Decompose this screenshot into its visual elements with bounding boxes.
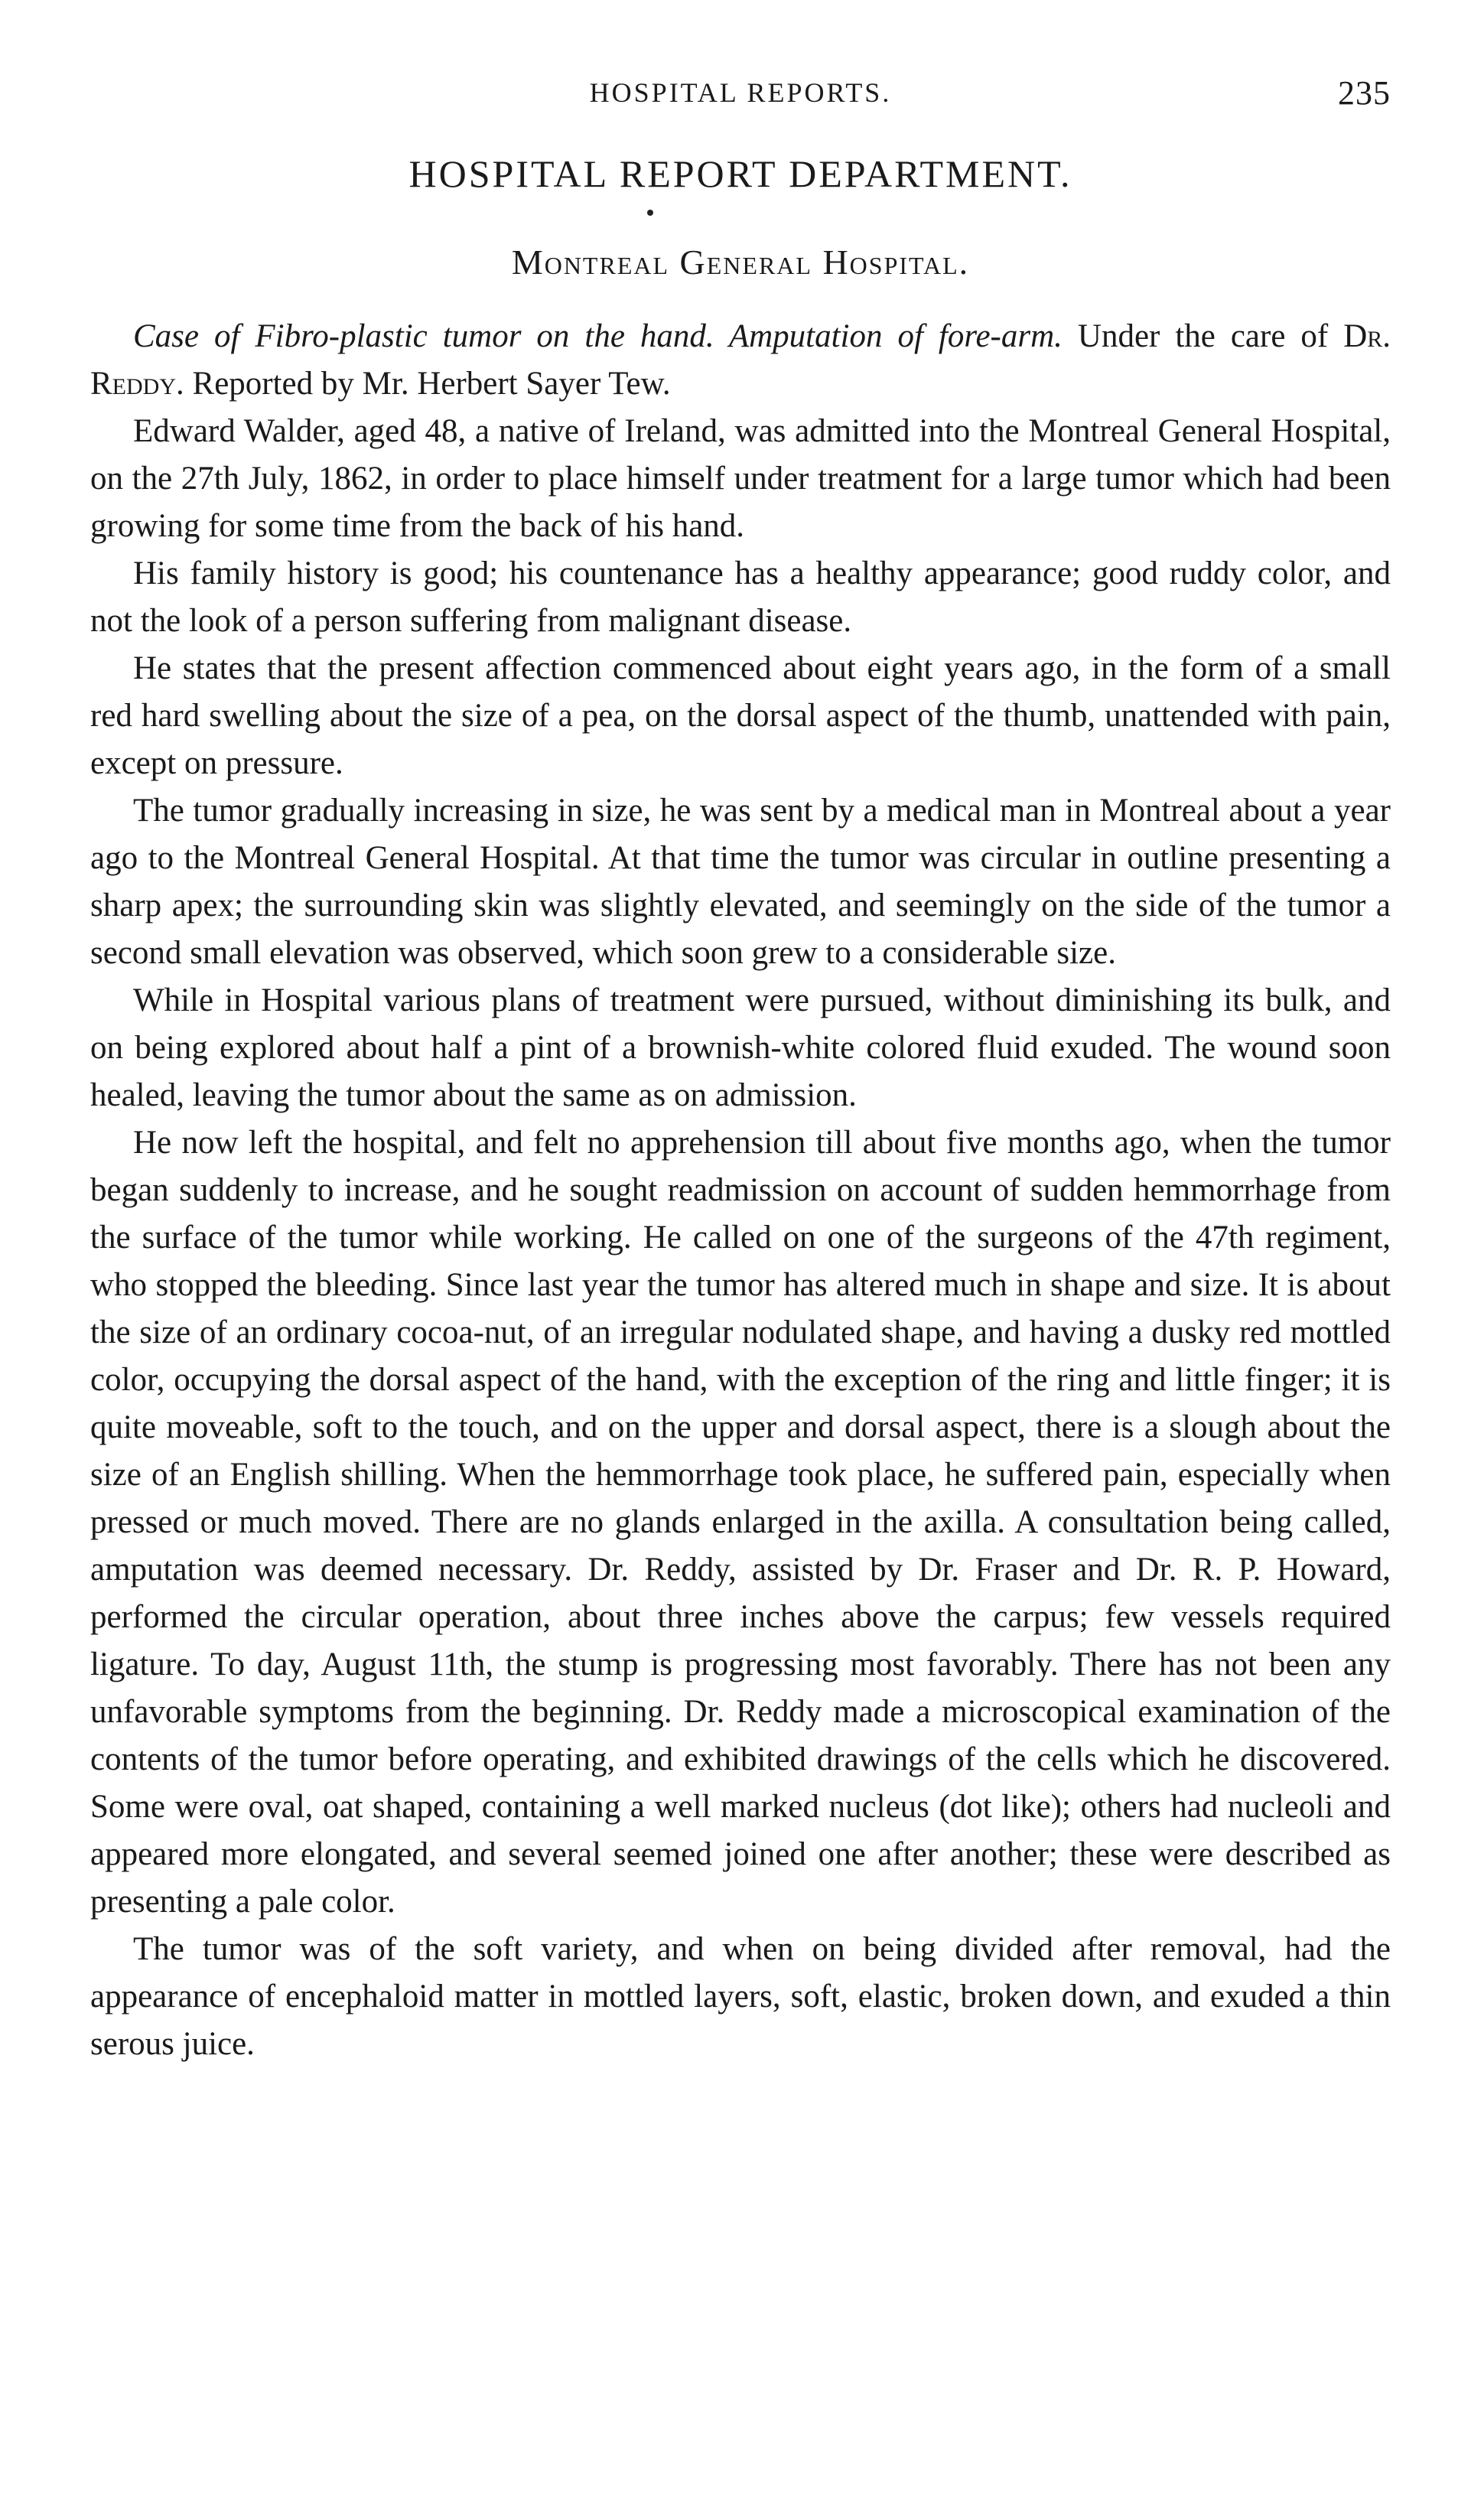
hospital-title: Montreal General Hospital. (511, 243, 970, 282)
doctor-name: Dr. Reddy. (90, 318, 1391, 402)
case-caption (90, 313, 1391, 408)
under-care-text: Under the care of (1062, 318, 1344, 354)
case-title: Case of Fibro-plastic tumor on the hand. Amputation of fore-arm. (133, 318, 1063, 354)
running-head (90, 74, 1391, 122)
paragraph-4: The tumor gradually increasing in size, he was sent by a medical man in Montreal about a year ago to the Montreal General Hospital. At that time the tumor was circular in outline presenting a sharp apex; the surrounding skin was slightly elevated, and seemingly on the side of the tumor a second small elevation was observed, which soon grew to a considerable size. (90, 793, 1391, 971)
paragraph-5: While in Hospital various plans of treatment were pursued, without diminishing its bulk, and on being explored about half a pint of a brownish-white colored fluid exuded. The wound soon healed, leaving the tumor about the same as on admission. (90, 982, 1391, 1113)
paragraph-6: He now left the hospital, and felt no apprehension till about five months ago, when the tumor began suddenly to increase, and he sought readmission on account of sudden hemmorrhage from the surface of the tumor while working. He called on one of the surgeons of the 47th regiment, who stopped the bleeding. Since last year the tumor has altered much in shape and size. It is about the size of an ordinary cocoa-nut, of an irregular nodulated shape, and having a dusky red mottled color, occupying the dorsal aspect of the hand, with the exception of the ring and little finger; it is quite moveable, soft to the touch, and on the upper and dorsal aspect, there is a slough about the size of an English shilling. When the hemmorrhage took place, he suffered pain, especially when pressed or much moved. There are no glands enlarged in the axilla. A consultation being called, amputation was deemed necessary. Dr. Reddy, assisted by Dr. Fraser and Dr. R. P. Howard, performed the circular operation, about three inches above the carpus; few vessels required ligature. To day, August 11th, the stump is progressing most favorably. There has not been any unfavorable symptoms from the beginning. Dr. Reddy made a microscopical examination of the contents of the tumor before operating, and exhibited drawings of the cells which he discovered. Some were oval, oat shaped, containing a well marked nucleus (dot like); others had nucleoli and appeared more elongated, and several seemed joined one after another; these were described as presenting a pale color. (90, 1125, 1391, 1920)
page (90, 74, 1391, 2068)
reported-by-text: Reported by Mr. Herbert Sayer Tew. (184, 366, 671, 402)
paragraph-3: He states that the present affection commenced about eight years ago, in the form of a small red hard swelling about the size of a pea, on the dorsal aspect of the thumb, unattended with pain, except on pressure. (90, 650, 1391, 781)
ink-dot (647, 210, 653, 216)
paragraph-7: The tumor was of the soft variety, and when on being divided after removal, had the appearance of encephaloid matter in mottled layers, soft, elastic, broken down, and exuded a thin serous juice. (90, 1931, 1391, 2062)
page-number: 235 (1338, 74, 1391, 112)
paragraph-2: His family history is good; his countenance has a healthy appearance; good ruddy color, and not the look of a person suffering from malignant disease. (90, 555, 1391, 639)
department-title: HOSPITAL REPORT DEPARTMENT. (408, 152, 1072, 195)
article-body (90, 313, 1391, 2068)
paragraph-1: Edward Walder, aged 48, a native of Ireland, was admitted into the Montreal General Hospital, on the 27th July, 1862, in order to place himself under treatment for a large tumor which had been growing for some time from the back of his hand. (90, 413, 1391, 544)
running-head-title: HOSPITAL REPORTS. (589, 77, 892, 108)
